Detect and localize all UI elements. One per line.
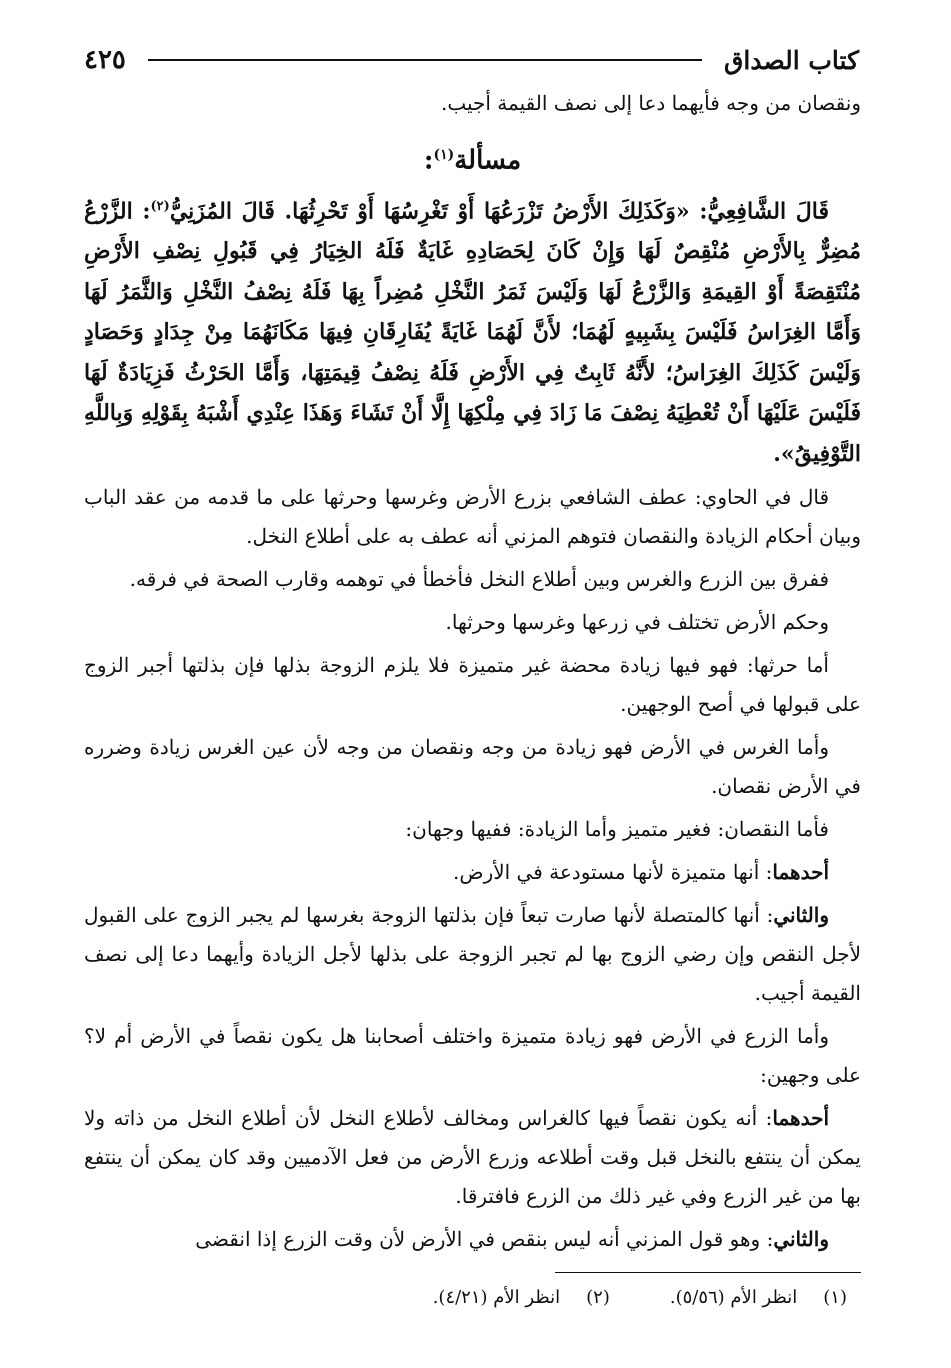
paragraph [84, 478, 861, 556]
shafii-quote [84, 187, 861, 475]
masala-title: مسألة [454, 145, 522, 176]
footnote-2 [433, 1287, 610, 1308]
paragraph [84, 728, 861, 806]
page-number: ٤٢٥ [84, 45, 126, 75]
quote-footnote-ref: (٢) [150, 198, 170, 214]
paragraph [84, 603, 861, 642]
footnotes [84, 1272, 861, 1308]
footnote-row [84, 1287, 861, 1308]
paragraph-text: وأما الزرع في الأرض فهو زيادة متميزة واختلف أصحابنا هل يكون نقصاً في الأرض أم لا؟ على وجهين: [84, 1024, 861, 1088]
masala-heading: مسألة$^{(١)}$: [423, 145, 522, 176]
paragraph-text: : أنها متميزة لأنها مستودعة في الأرض. [453, 860, 773, 885]
quote-intro: قَالَ الشَّافِعِيُّ: «وَكَذَلِكَ الأَرْضُ تَزْرَعُهَا أَوْ تَغْرِسُهَا أَوْ تَحْرِثُهَا. قَالَ المُزَنِيُّ [169, 197, 829, 224]
footnote-number: (٢) [586, 1287, 610, 1308]
footnote-1 [670, 1287, 847, 1308]
paragraph-text: ففرق بين الزرع والغرس وبين أطلاع النخل فأخطأ في توهمه وقارب الصحة في فرقه. [129, 567, 829, 592]
paragraph [84, 1220, 861, 1259]
paragraph [84, 810, 861, 849]
paragraph-lead: والثاني [773, 903, 829, 928]
paragraph-text: قال في الحاوي: عطف الشافعي بزرع الأرض وغرسها وحرثها على ما قدمه من عقد الباب وبيان أحكام الزيادة والنقصان فتوهم المزني أنه عطف به على أطلاع النخل. [84, 485, 861, 549]
paragraph [84, 560, 861, 599]
paragraph [84, 1099, 861, 1216]
book-title: كتاب الصداق [723, 45, 859, 75]
masala-footnote-ref: (١) [433, 147, 455, 163]
paragraph-text: : وهو قول المزني أنه ليس بنقص في الأرض لأن وقت الزرع إذا انقضى [195, 1227, 774, 1252]
page-header [84, 32, 859, 88]
paragraph-lead: والثاني [773, 1227, 829, 1252]
footnote-text: انظر الأم (٤/٢١). [432, 1287, 561, 1308]
paragraph-text: : أنها كالمتصلة لأنها صارت تبعاً فإن بذلتها الزوجة بغرسها لم يجبر الزوج على القبول لأجل النقص وإن رضي الزوج بها لم تجبر الزوجة على بذلها لأجل الزيادة وأيهما دعا إلى نصف القيمة أجيب. [84, 903, 861, 1006]
paragraph-text: وحكم الأرض تختلف في زرعها وغرسها وحرثها. [445, 610, 829, 635]
paragraph [84, 646, 861, 724]
paragraph [84, 853, 861, 892]
opening-line: ونقصان من وجه فأيهما دعا إلى نصف القيمة أجيب. [440, 91, 861, 115]
paragraph-lead: أحدهما [772, 1106, 829, 1131]
paragraph-lead: أحدهما [772, 860, 829, 885]
header-rule [148, 59, 702, 61]
paragraph-text: وأما الغرس في الأرض فهو زيادة من وجه ونقصان من وجه لأن عين الغرس زيادة وضرره في الأرض نقصان. [84, 735, 861, 799]
footnote-number: (١) [823, 1287, 847, 1308]
footnote-text: انظر الأم (٥/٥٦). [669, 1287, 798, 1308]
paragraph [84, 1017, 861, 1095]
paragraph-text: فأما النقصان: فغير متميز وأما الزيادة: ففيها وجهان: [405, 817, 829, 842]
footnote-rule [555, 1272, 861, 1273]
paragraph [84, 896, 861, 1013]
paragraph-text: : أنه يكون نقصاً فيها كالغراس ومخالف لأطلاع النخل لأن أطلاع النخل من ذاته ولا يمكن أن ينتفع بالنخل قبل وقت أطلاعه وزرع الأرض من فعل الآدميين وقد كان يمكن أن ينتفع بها من غير الزرع وفي غير ذلك من الزرع فافترقا. [84, 1106, 861, 1209]
quote-body: : الزَّرْعُ مُضِرٌّ بِالأَرْضِ مُنْقِصٌ لَهَا وَإِنْ كَانَ لِحَصَادِهِ غَايَةٌ فَلَهُ الخِيَارُ فِي قَبُولِ نِصْفِ الأَرْضِ مُنْتَقِصَةً أَوْ القِيمَةِ وَالزَّرْعُ لَهَا وَلَيْسَ ثَمَرُ النَّخْلِ مُضِراً بِهَا فَلَهُ نِصْفُ النَّخْلِ وَالثَّمَرُ لَهَا وَأَمَّا الغِرَاسُ فَلَيْسَ بِشَبِيهٍ لَهُمَا؛ لأَنَّ لَهُمَا غَايَةً يُفَارِقَانِ فِيهَا مَكَانَهُمَا مِنْ جِدَادٍ وَحَصَادٍ وَلَيْسَ كَذَلِكَ الغِرَاسُ؛ لأَنَّهُ ثَابِتٌ فِي الأَرْضِ فَلَهُ نِصْفُ قِيمَتِهَا، وَأَمَّا الحَرْثُ فَزِيَادَةٌ لَهَا فَلَيْسَ عَلَيْهَا أَنْ تُعْطِيَهُ نِصْفَ مَا زَادَ فِي مِلْكِهَا إِلَّا أَنْ تَشَاءَ وَهَذَا عِنْدِي أَشْبَهُ بِقَوْلِهِ وَبِاللَّهِ التَّوْفِيقُ». [84, 197, 861, 467]
page-body [84, 84, 861, 1263]
paragraph-text: أما حرثها: فهو فيها زيادة محضة غير متميزة فلا يلزم الزوجة بذلها فإن بذلتها أجبر الزوج على قبولها في أصح الوجهين. [84, 653, 861, 717]
